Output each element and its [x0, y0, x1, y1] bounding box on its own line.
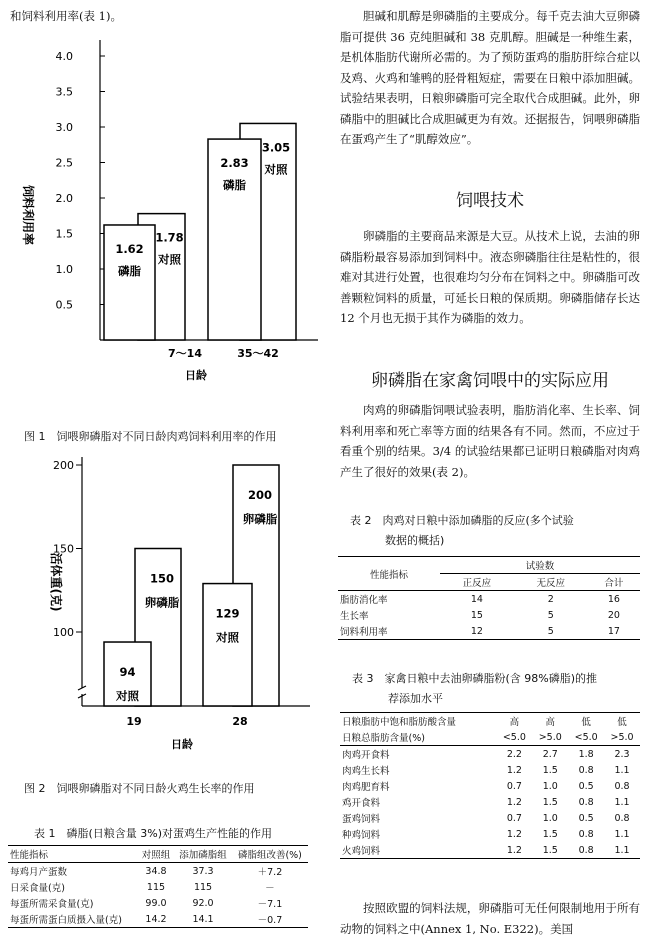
table-cell: 99.0 — [145, 897, 167, 909]
table-cell: 1.1 — [614, 828, 630, 840]
fig2-value-label: 150 — [149, 571, 175, 586]
fig1-series-label: 磷脂 — [118, 263, 141, 278]
table-cell: 1.0 — [542, 780, 558, 792]
table-3 — [340, 712, 640, 859]
fig1-series-label: 对照 — [264, 162, 288, 177]
fig1-cat-1: 35～42 — [237, 347, 279, 360]
table-cell: 0.5 — [578, 780, 594, 792]
table-row — [340, 842, 640, 859]
table-cell: 1.2 — [506, 844, 522, 856]
table-2 — [338, 556, 640, 640]
table-row — [8, 895, 308, 911]
fig2-cat-0: 19 — [126, 715, 142, 728]
fig1-ytick-label: 3.5 — [55, 85, 73, 99]
fig2-xlabel: 日龄 — [171, 738, 193, 751]
row-label: 每蛋所需蛋白质摄入量(克) — [10, 915, 122, 926]
table-cell: 2.3 — [614, 748, 630, 760]
fig2-value-label: 94 — [119, 665, 136, 680]
table-row — [338, 607, 640, 623]
table-cell: 5 — [547, 625, 554, 637]
paragraph-broiler-trials: 肉鸡的卵磷脂饲喂试验表明，脂肪消化率、生长率、饲料利用率和死亡率等方面的结果各有不同。然而，不应过于看重个别的结果。3/4 的试验结果都已证明日粮磷脂对肉鸡产生了很好的效果(表 2)。 — [340, 403, 640, 479]
fig2-cat-1: 28 — [232, 715, 248, 728]
t2-sub-0: 正反应 — [462, 578, 492, 589]
row-label: 每蛋所需采食量(克) — [10, 899, 94, 910]
figure-1-chart — [0, 40, 320, 390]
fig1-value-label: 1.62 — [115, 241, 144, 256]
fig2-value-label: 200 — [247, 488, 273, 502]
table-cell: 0.5 — [578, 812, 594, 824]
table-cell: 15 — [470, 609, 483, 621]
fig2-series-label: 卵磷脂 — [242, 512, 278, 526]
t3-h1-4: 低 — [617, 717, 627, 728]
table-cell: 37.3 — [192, 865, 214, 877]
table-cell: 1.5 — [542, 828, 558, 840]
fig2-series-label: 对照 — [116, 689, 139, 704]
table-cell: 14.2 — [145, 913, 167, 925]
fig2-ytick-label: 150 — [53, 542, 74, 556]
table-cell: 0.7 — [506, 780, 522, 792]
row-label: 鸡开食料 — [342, 798, 381, 809]
fig2-ylabel: 活体重(克) — [49, 552, 63, 612]
row-label: 日采食量(克) — [10, 883, 65, 894]
table-2-title-line2: 数据的概括) — [385, 534, 445, 547]
table-cell: 0.8 — [614, 812, 630, 824]
fig1-ylabel: 饲料利用率 — [21, 184, 35, 246]
table-1 — [8, 845, 308, 928]
t2-group-head: 试验数 — [440, 557, 640, 574]
fig1-xlabel: 日龄 — [185, 369, 207, 382]
table-3-title-line2: 荐添加水平 — [388, 692, 443, 705]
figure-1-caption: 图 1 饲喂卵磷脂对不同日龄肉鸡饲料利用率的作用 — [24, 430, 277, 443]
fig2-bar-control-1 — [203, 584, 252, 706]
fig1-ytick-label: 0.5 — [55, 298, 73, 312]
row-label: 肉鸡开食料 — [342, 750, 390, 761]
t3-h2-1: <5.0 — [502, 731, 526, 743]
table-cell: 92.0 — [192, 897, 214, 909]
table-cell: 2 — [547, 593, 554, 605]
table-cell: 0.8 — [578, 828, 594, 840]
table-cell: ＋7.2 — [257, 867, 283, 878]
t1-head-3: 磷脂组改善(%) — [237, 850, 302, 861]
row-label: 蛋鸡饲料 — [342, 814, 381, 825]
t1-head-2: 添加磷脂组 — [179, 850, 227, 861]
fig2-ytick-label: 200 — [53, 459, 74, 472]
table-cell: 14 — [470, 593, 483, 605]
table-row — [8, 863, 308, 880]
table-cell: － — [265, 883, 275, 894]
table-cell: 2.7 — [542, 748, 558, 760]
fig1-ytick-label: 2.0 — [55, 192, 73, 205]
row-label: 火鸡饲料 — [342, 846, 381, 857]
table-cell: 1.0 — [542, 812, 558, 824]
fig2-ytick-label: 100 — [53, 626, 74, 639]
intro-text: 和饲料利用率(表 1)。 — [10, 9, 122, 23]
table-cell: 5 — [547, 609, 554, 621]
table-cell: 12 — [470, 625, 483, 637]
t3-h1-1: 高 — [509, 717, 520, 728]
table-1-title: 表 1 磷脂(日粮含量 3%)对蛋鸡生产性能的作用 — [34, 827, 273, 840]
row-label: 脂肪消化率 — [340, 595, 388, 606]
table-cell: 1.1 — [614, 764, 630, 776]
table-cell: 1.5 — [542, 796, 558, 808]
fig1-series-label: 磷脂 — [223, 178, 246, 193]
t3-h1-2: 高 — [545, 717, 556, 728]
table-cell: 0.8 — [578, 844, 594, 856]
t3-h1-0: 日粮脂肪中饱和脂肪酸含量 — [342, 717, 457, 728]
fig2-series-label: 对照 — [216, 630, 239, 645]
fig1-series-label: 对照 — [158, 252, 181, 267]
table-cell: 1.1 — [614, 796, 630, 808]
table-cell: 0.8 — [578, 764, 594, 776]
table-cell: 0.8 — [614, 780, 630, 792]
fig1-ytick-label: 1.0 — [55, 263, 73, 276]
row-label: 肉鸡肥育料 — [342, 782, 390, 793]
table-cell: 1.5 — [542, 844, 558, 856]
table-cell: －7.1 — [257, 899, 283, 910]
t2-sub-2: 合计 — [604, 578, 624, 589]
fig1-ytick-label: 1.5 — [55, 227, 73, 241]
table-2-title-line1: 表 2 肉鸡对日粮中添加磷脂的反应(多个试验 — [350, 514, 574, 527]
table-cell: 1.1 — [614, 844, 630, 856]
table-row — [340, 794, 640, 810]
heading-practical-application: 卵磷脂在家禽饲喂中的实际应用 — [371, 371, 609, 391]
fig1-cat-0: 7～14 — [168, 347, 202, 360]
fig1-ytick-label: 2.5 — [55, 156, 73, 170]
table-cell: 1.8 — [578, 748, 594, 760]
paragraph-choline: 胆碱和肌醇是卵磷脂的主要成分。每千克去油大豆卵磷脂可提供 36 克纯胆碱和 38 克肌醇。胆碱是一种维生素，是机体脂肪代谢所必需的。为了预防蛋鸡的脂肪肝综合症以及鸡、火鸡和雏鸭的胫骨粗短症，需要在日粮中添加胆碱。试验结果表明，日粮卵磷脂可完全取代合成胆碱。此外，卵磷脂中的胆碱比合成胆碱更为有效。还据报告，饲喂卵磷脂在蛋鸡产生了“肌醇效应”。 — [340, 9, 640, 146]
table-cell: 0.7 — [506, 812, 522, 824]
t3-h1-3: 低 — [581, 717, 591, 728]
t1-head-1: 对照组 — [141, 850, 171, 861]
heading-feeding-technique: 饲喂技术 — [456, 191, 524, 211]
fig1-value-label: 1.78 — [155, 230, 184, 245]
table-row — [338, 591, 640, 608]
t2-head-col: 性能指标 — [338, 557, 440, 591]
table-cell: 16 — [607, 593, 620, 605]
fig2-value-label: 129 — [215, 606, 240, 621]
figure-2-caption: 图 2 饲喂卵磷脂对不同日龄火鸡生长率的作用 — [24, 782, 255, 795]
t3-h2-3: <5.0 — [574, 731, 598, 743]
table-row — [340, 826, 640, 842]
paragraph-technique: 卵磷脂的主要商品来源是大豆。从技术上说，去油的卵磷脂粉最容易添加到饲料中。液态卵磷脂往往是粘性的，很难对其进行处置，也很难均匀分布在饲料之中。卵磷脂可改善颗粒饲料的质量，可延长日粮的保质期。卵磷脂储存长达 12 个月也无损于其作为磷脂的效力。 — [340, 229, 640, 325]
table-row — [8, 879, 308, 895]
fig1-value-label: 3.05 — [261, 140, 291, 155]
t1-head-0: 性能指标 — [10, 850, 49, 861]
t3-h2-0: 日粮总脂肪含量(%) — [342, 733, 425, 744]
table-cell: 115 — [146, 881, 166, 893]
table-row — [338, 623, 640, 640]
table-cell: 0.8 — [578, 796, 594, 808]
row-label: 种鸡饲料 — [342, 830, 381, 841]
t3-h2-2: >5.0 — [538, 731, 562, 743]
table-row — [340, 810, 640, 826]
table-row — [340, 762, 640, 778]
table-3-title-line1: 表 3 家禽日粮中去油卵磷脂粉(含 98%磷脂)的推 — [352, 672, 598, 685]
table-cell: 2.2 — [506, 748, 522, 760]
row-label: 生长率 — [340, 611, 369, 622]
fig1-ytick-label: 4.0 — [55, 50, 73, 63]
t2-sub-1: 无反应 — [536, 578, 566, 589]
table-cell: 1.2 — [506, 764, 522, 776]
fig1-value-label: 2.83 — [220, 156, 249, 171]
row-label: 饲料利用率 — [340, 627, 388, 638]
table-cell: 34.8 — [145, 865, 167, 877]
paragraph-eu-regulation: 按照欧盟的饲料法规，卵磷脂可无任何限制地用于所有动物的饲料之中(Annex 1, No. E322)。美国 — [340, 901, 640, 936]
table-cell: 1.2 — [506, 828, 522, 840]
table-cell: 14.1 — [192, 913, 214, 925]
table-cell: 20 — [607, 609, 620, 621]
row-label: 肉鸡生长料 — [342, 766, 390, 777]
fig2-series-label: 卵磷脂 — [144, 595, 180, 610]
row-label: 每鸡月产蛋数 — [10, 867, 68, 878]
figure-2-chart — [0, 452, 320, 757]
table-cell: 1.5 — [542, 764, 558, 776]
table-cell: 1.2 — [506, 796, 522, 808]
table-cell: 17 — [607, 625, 620, 637]
table-row — [340, 778, 640, 794]
table-row — [340, 746, 640, 763]
t3-h2-4: >5.0 — [610, 731, 634, 743]
table-row — [8, 911, 308, 928]
table-cell: －0.7 — [257, 915, 283, 926]
fig1-ytick-label: 3.0 — [55, 121, 73, 134]
table-cell: 115 — [193, 881, 213, 893]
